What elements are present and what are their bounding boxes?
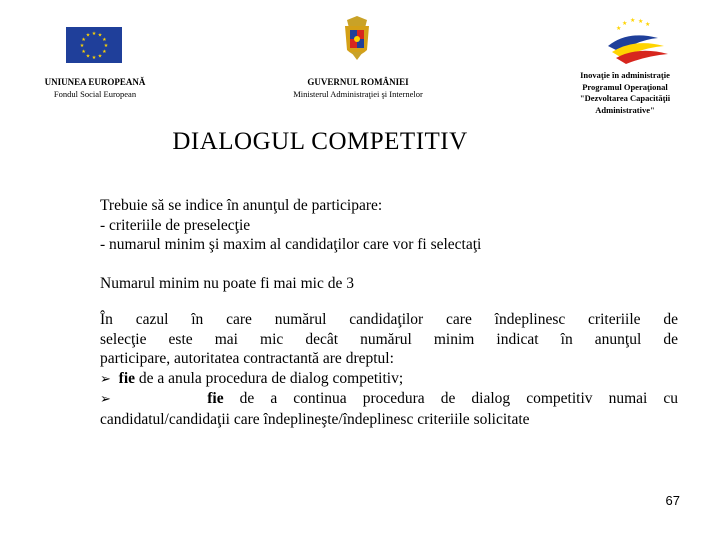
header-government-subtitle: Ministerul Administraţiei şi Internelor: [293, 89, 423, 99]
svg-text:★: ★: [81, 49, 86, 55]
header-eu-subtitle: Fondul Social European: [53, 89, 137, 99]
rights-line-2: selecţie este mai mic decât numărul minim indicat în anunţul de: [100, 330, 678, 348]
svg-text:★: ★: [638, 18, 644, 25]
rights-bullet-1-keyword: fie: [118, 369, 136, 387]
programme-logo-icon: [598, 16, 678, 66]
header-programme-line2: Programul Operaţional: [582, 81, 668, 92]
minimum-paragraph: Numarul minim nu poate fi mai mic de 3: [100, 275, 354, 292]
page-number: 67: [665, 493, 680, 508]
svg-text:★: ★: [102, 37, 107, 43]
svg-text:★: ★: [85, 53, 91, 60]
header-programme-line3: "Dezvoltarea Capacităţii: [579, 93, 671, 103]
svg-text:★: ★: [630, 17, 636, 24]
header-programme-line1: Inovaţie în administraţie: [580, 70, 670, 80]
requirements-intro: Trebuie să se indice în anunţul de participare:: [100, 197, 383, 214]
svg-text:★: ★: [645, 21, 651, 28]
header-eu-title: UNIUNEA EUROPEANĂ: [44, 77, 146, 87]
rights-bullet-2: [100, 389, 678, 410]
rights-paragraph: [100, 310, 678, 429]
svg-text:★: ★: [81, 37, 86, 43]
rights-bullet-2-text: de a continua procedura de dialog competitiv numai cu: [223, 390, 678, 407]
svg-text:★: ★: [91, 55, 97, 61]
slide-title: DIALOGUL COMPETITIV: [172, 128, 468, 155]
svg-text:★: ★: [79, 43, 85, 49]
svg-text:★: ★: [97, 53, 103, 60]
svg-text:★: ★: [616, 25, 622, 32]
header-programme-line4: Administrative": [595, 104, 655, 115]
svg-text:★: ★: [102, 49, 107, 55]
requirements-item-candidates: - numarul minim şi maxim al candidaţilor care vor fi selectaţi: [100, 236, 482, 253]
romania-coat-of-arms-icon: [343, 14, 371, 64]
eu-flag-icon: [66, 27, 122, 63]
header-government-title: GUVERNUL ROMÂNIEI: [307, 77, 409, 87]
svg-text:★: ★: [622, 20, 628, 27]
rights-line-6: candidatul/candidaţii care îndeplineşte/îndeplinesc criteriile solicitate: [100, 410, 530, 428]
slide-title-wrap: [0, 128, 720, 156]
svg-text:★: ★: [97, 32, 103, 39]
rights-bullet-1-text: de a anula procedura de dialog competitiv;: [135, 369, 404, 387]
rights-bullet-1: [100, 369, 678, 390]
header-government: [268, 76, 448, 100]
header-eu: [30, 76, 160, 100]
arrow-bullet-icon: ➢: [100, 371, 111, 387]
arrow-bullet-icon: ➢: [100, 392, 111, 407]
rights-bullet-2-keyword: fie: [207, 390, 224, 407]
svg-text:★: ★: [91, 31, 97, 37]
svg-text:★: ★: [103, 43, 109, 49]
rights-line-3: participare, autoritatea contractantă are dreptul:: [100, 350, 394, 367]
svg-text:★: ★: [85, 32, 91, 39]
requirements-item-criteria: - criteriile de preselecţie: [100, 216, 251, 234]
header-programme: [560, 70, 690, 116]
rights-line-1: În cazul în care numărul candidaţilor care îndeplinesc criteriile de: [100, 311, 678, 328]
requirements-paragraph: [100, 196, 678, 255]
